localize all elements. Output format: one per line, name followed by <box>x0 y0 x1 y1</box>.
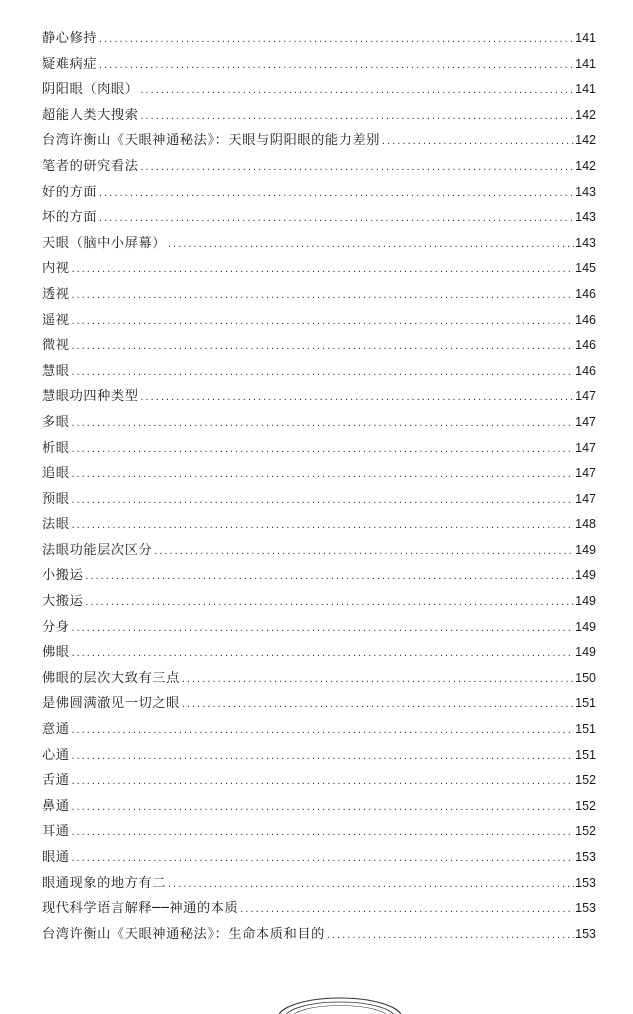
toc-entry-title: 佛眼的层次大致有三点 <box>42 666 180 692</box>
toc-entry[interactable] <box>42 896 596 922</box>
toc-entry-page: 142 <box>575 154 596 180</box>
toc-entry[interactable] <box>42 77 596 103</box>
toc-entry-title: 微视 <box>42 333 70 359</box>
toc-entry-page: 147 <box>575 436 596 462</box>
toc-entry[interactable] <box>42 691 596 717</box>
toc-entry[interactable] <box>42 794 596 820</box>
dot-leader <box>167 872 574 898</box>
dot-leader <box>381 129 574 155</box>
dot-leader <box>71 257 575 283</box>
dot-leader <box>71 616 575 642</box>
toc-entry-page: 147 <box>575 487 596 513</box>
toc-entry-title: 好的方面 <box>42 180 97 206</box>
toc-entry-title: 天眼（脑中小屏幕） <box>42 231 166 257</box>
toc-entry-title: 台湾许衡山《天眼神通秘法》：生命本质和目的 <box>42 922 325 948</box>
toc-entry[interactable] <box>42 154 596 180</box>
toc-entry-page: 149 <box>575 640 596 666</box>
toc-entry[interactable] <box>42 640 596 666</box>
dot-leader <box>98 206 574 232</box>
toc-entry[interactable] <box>42 52 596 78</box>
dot-leader <box>140 385 575 411</box>
toc-entry-page: 146 <box>575 333 596 359</box>
dot-leader <box>84 564 574 590</box>
toc-entry-page: 142 <box>575 128 596 154</box>
toc-entry[interactable] <box>42 333 596 359</box>
toc-entry[interactable] <box>42 871 596 897</box>
toc-entry[interactable] <box>42 717 596 743</box>
dot-leader <box>167 232 574 258</box>
toc-entry-title: 多眼 <box>42 410 70 436</box>
dot-leader <box>71 462 575 488</box>
dot-leader <box>71 513 575 539</box>
toc-entry[interactable] <box>42 666 596 692</box>
toc-entry-title: 追眼 <box>42 461 70 487</box>
dot-leader <box>71 309 575 335</box>
toc-entry-title: 遥视 <box>42 308 70 334</box>
toc-entry[interactable] <box>42 231 596 257</box>
toc-entry[interactable] <box>42 205 596 231</box>
toc-entry[interactable] <box>42 359 596 385</box>
toc-entry-title: 心通 <box>42 743 70 769</box>
toc-entry-page: 147 <box>575 384 596 410</box>
dot-leader <box>239 897 574 923</box>
toc-entry-page: 141 <box>575 52 596 78</box>
toc-entry-page: 153 <box>575 896 596 922</box>
toc-entry-page: 149 <box>575 538 596 564</box>
dot-leader <box>153 539 574 565</box>
toc-entry-title: 法眼 <box>42 512 70 538</box>
dot-leader <box>71 360 575 386</box>
toc-entry-page: 145 <box>575 256 596 282</box>
dot-leader <box>181 692 574 718</box>
dot-leader <box>71 795 575 821</box>
toc-entry-page: 153 <box>575 845 596 871</box>
toc-entry-title: 舌通 <box>42 768 70 794</box>
toc-entry[interactable] <box>42 845 596 871</box>
toc-entry-page: 149 <box>575 563 596 589</box>
dot-leader <box>71 411 575 437</box>
decorative-ornament <box>270 984 410 1014</box>
dot-leader <box>181 667 574 693</box>
toc-entry-page: 152 <box>575 819 596 845</box>
toc-entry[interactable] <box>42 512 596 538</box>
toc-entry[interactable] <box>42 384 596 410</box>
toc-entry[interactable] <box>42 538 596 564</box>
toc-entry-page: 149 <box>575 615 596 641</box>
toc-entry[interactable] <box>42 615 596 641</box>
toc-entry-page: 149 <box>575 589 596 615</box>
toc-entry-page: 152 <box>575 768 596 794</box>
dot-leader <box>71 641 575 667</box>
toc-entry-title: 意通 <box>42 717 70 743</box>
toc-entry-title: 静心修持 <box>42 26 97 52</box>
toc-entry-page: 153 <box>575 922 596 948</box>
toc-entry-page: 146 <box>575 308 596 334</box>
toc-entry-title: 超能人类大搜索 <box>42 103 139 129</box>
toc-entry-title: 小搬运 <box>42 563 83 589</box>
toc-entry[interactable] <box>42 103 596 129</box>
toc-entry-page: 151 <box>575 717 596 743</box>
toc-entry[interactable] <box>42 436 596 462</box>
dot-leader <box>71 334 575 360</box>
dot-leader <box>71 769 575 795</box>
toc-entry-page: 147 <box>575 410 596 436</box>
dot-leader <box>140 104 575 130</box>
dot-leader <box>71 488 575 514</box>
toc-entry-title: 分身 <box>42 615 70 641</box>
toc-entry[interactable] <box>42 563 596 589</box>
toc-entry-title: 眼通 <box>42 845 70 871</box>
toc-entry-page: 143 <box>575 205 596 231</box>
dot-leader <box>140 78 575 104</box>
toc-entry-page: 143 <box>575 231 596 257</box>
toc-entry-title: 耳通 <box>42 819 70 845</box>
toc-entry-page: 141 <box>575 26 596 52</box>
dot-leader <box>98 27 574 53</box>
toc-entry[interactable] <box>42 487 596 513</box>
toc-entry[interactable] <box>42 768 596 794</box>
toc-entry-page: 150 <box>575 666 596 692</box>
toc-entry-title: 慧眼 <box>42 359 70 385</box>
toc-entry-page: 142 <box>575 103 596 129</box>
toc-entry-title: 法眼功能层次区分 <box>42 538 152 564</box>
toc-entry-page: 151 <box>575 691 596 717</box>
dot-leader <box>71 283 575 309</box>
toc-entry[interactable] <box>42 589 596 615</box>
dot-leader <box>71 437 575 463</box>
toc-entry-title: 笔者的研究看法 <box>42 154 139 180</box>
toc-entry[interactable] <box>42 819 596 845</box>
toc-entry-title: 台湾许衡山《天眼神通秘法》：天眼与阴阳眼的能力差别 <box>42 128 380 154</box>
toc-entry-page: 146 <box>575 359 596 385</box>
toc-entry-page: 151 <box>575 743 596 769</box>
toc-entry-title: 析眼 <box>42 436 70 462</box>
toc-entry-page: 143 <box>575 180 596 206</box>
toc-entry-page: 148 <box>575 512 596 538</box>
toc-entry-title: 是佛圆满澈见一切之眼 <box>42 691 180 717</box>
toc-entry[interactable] <box>42 743 596 769</box>
dot-leader <box>71 744 575 770</box>
toc-entry-page: 152 <box>575 794 596 820</box>
toc-entry-title: 大搬运 <box>42 589 83 615</box>
toc-entry-page: 153 <box>575 871 596 897</box>
dot-leader <box>326 923 574 949</box>
toc-entry-title: 佛眼 <box>42 640 70 666</box>
toc-entry-page: 147 <box>575 461 596 487</box>
toc-entry[interactable] <box>42 308 596 334</box>
toc-entry[interactable] <box>42 26 596 52</box>
toc-entry-page: 146 <box>575 282 596 308</box>
dot-leader <box>71 846 575 872</box>
toc-entry-title: 疑难病症 <box>42 52 97 78</box>
dot-leader <box>71 718 575 744</box>
toc-entry-title: 慧眼功四种类型 <box>42 384 139 410</box>
toc-entry-title: 鼻通 <box>42 794 70 820</box>
dot-leader <box>84 590 574 616</box>
toc-entry[interactable] <box>42 180 596 206</box>
toc-entry-title: 眼通现象的地方有二 <box>42 871 166 897</box>
table-of-contents <box>42 26 596 947</box>
toc-entry-page: 141 <box>575 77 596 103</box>
toc-entry[interactable] <box>42 410 596 436</box>
dot-leader <box>140 155 575 181</box>
dot-leader <box>98 181 574 207</box>
toc-entry-title: 预眼 <box>42 487 70 513</box>
dot-leader <box>98 53 574 79</box>
toc-entry[interactable] <box>42 922 596 948</box>
toc-entry-title: 现代科学语言解释──神通的本质 <box>42 896 238 922</box>
toc-entry-title: 阴阳眼（肉眼） <box>42 77 139 103</box>
toc-entry-title: 内视 <box>42 256 70 282</box>
toc-entry[interactable] <box>42 128 596 154</box>
toc-entry[interactable] <box>42 256 596 282</box>
toc-entry[interactable] <box>42 461 596 487</box>
dot-leader <box>71 820 575 846</box>
toc-entry-title: 透视 <box>42 282 70 308</box>
toc-entry-title: 坏的方面 <box>42 205 97 231</box>
toc-entry[interactable] <box>42 282 596 308</box>
